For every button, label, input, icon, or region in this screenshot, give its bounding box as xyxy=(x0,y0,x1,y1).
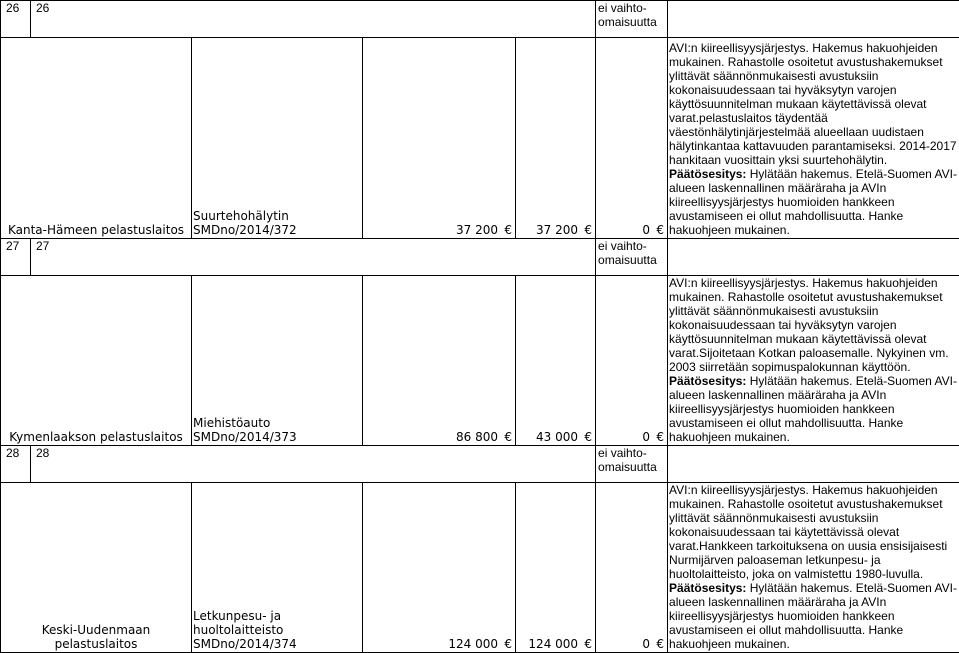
organization-name: Kanta-Hämeen pelastuslaitos xyxy=(1,38,192,239)
project-cell xyxy=(192,276,363,446)
description-text: AVI:n kiireellisyysjärjestys. Hakemus hakuohjeiden mukainen. Rahastolle osoitetut avustushakemukset ylittävät säännönmukaisesti avustuksiin kokonaisuudessaan tai käytettävissä olevat varat.Hankkeen tarkoituksena on uusia ensisijaisesti Nurmijärven paloaseman letkunpesu- ja huoltolaitteisto, joka on valmistettu 1980-luvulla. xyxy=(669,483,947,581)
decision-text: Hylätään hakemus. Etelä-Suomen AVI-alueen laskennallinen määräraha ja AVIn kiireellisyysjärjestys huomioiden hankkeen avustamiseen ei ollut mahdollisuutta. Hanke hakuohjeen mukainen. xyxy=(669,581,957,651)
organization-name: Keski-Uudenmaan pelastuslaitos xyxy=(1,483,192,653)
row-index-left: 28 xyxy=(1,446,31,483)
euro-sign: € xyxy=(654,223,664,237)
amount-proposed: 0 xyxy=(642,637,650,651)
amount-proposed: 0 xyxy=(642,430,650,444)
amount-applied: 124 000 xyxy=(448,637,498,651)
amount-applied-cell xyxy=(363,276,516,446)
row-index-right: 26 xyxy=(31,1,596,38)
amount-eligible: 43 000 xyxy=(536,430,578,444)
table-row-header xyxy=(1,239,959,276)
row-index-left: 27 xyxy=(1,239,31,276)
amount-eligible-cell xyxy=(516,276,596,446)
amount-eligible: 124 000 xyxy=(528,637,578,651)
euro-sign: € xyxy=(582,637,592,651)
euro-sign: € xyxy=(582,223,592,237)
euro-sign: € xyxy=(502,637,512,651)
euro-sign: € xyxy=(502,223,512,237)
amount-proposed: 0 xyxy=(642,223,650,237)
euro-sign: € xyxy=(654,430,664,444)
decision-text: Hylätään hakemus. Etelä-Suomen AVI-alueen laskennallinen määräraha ja AVIn kiireellisyysjärjestys huomioiden hankkeen avustamiseen ei ollut mahdollisuutta. Hanke hakuohjeen mukainen. xyxy=(669,374,957,444)
amount-proposed-cell xyxy=(596,38,668,239)
asset-status: ei vaihto-omaisuutta xyxy=(596,446,668,483)
row-index-left: 26 xyxy=(1,1,31,38)
project-cell xyxy=(192,38,363,239)
decision-label: Päätösesitys: xyxy=(669,167,746,181)
asset-status: ei vaihto-omaisuutta xyxy=(596,239,668,276)
asset-status: ei vaihto-omaisuutta xyxy=(596,1,668,38)
header-blank-cell xyxy=(668,239,959,276)
decision-label: Päätösesitys: xyxy=(669,581,746,595)
description-text: AVI:n kiireellisyysjärjestys. Hakemus hakuohjeiden mukainen. Rahastolle osoitetut avustushakemukset ylittävät säännönmukaisesti avustuksiin kokonaisuudessaan tai hyväksytyn varojen käyttösuunnitelman mukaan käytettävissä olevat varat.Sijoitetaan Kotkan paloasemalle. Nykyinen vm. 2003 siirretään sopimuspalokunnan käyttöön. xyxy=(669,276,948,374)
amount-eligible-cell xyxy=(516,38,596,239)
decision-text: Hylätään hakemus. Etelä-Suomen AVI-alueen laskennallinen määräraha ja AVIn kiireellisyysjärjestys huomioiden hankkeen avustamiseen ei ollut mahdollisuutta. Hanke hakuohjeen mukainen. xyxy=(669,167,957,237)
euro-sign: € xyxy=(654,637,664,651)
description-cell xyxy=(668,38,959,239)
euro-sign: € xyxy=(582,430,592,444)
project-name: Letkunpesu- ja huoltolaitteisto xyxy=(193,609,288,637)
description-cell xyxy=(668,276,959,446)
amount-proposed-cell xyxy=(596,276,668,446)
amount-eligible: 37 200 xyxy=(536,223,578,237)
amount-applied-cell xyxy=(363,38,516,239)
table-row xyxy=(1,38,959,239)
project-name: Miehistöauto xyxy=(193,416,362,430)
decision-label: Päätösesitys: xyxy=(669,374,746,388)
euro-sign: € xyxy=(502,430,512,444)
header-blank-cell xyxy=(668,446,959,483)
project-name: Suurtehohälytin xyxy=(193,209,362,223)
row-index-right: 28 xyxy=(31,446,596,483)
amount-applied: 86 800 xyxy=(456,430,498,444)
table-row-header xyxy=(1,1,959,38)
project-ref: SMDno/2014/374 xyxy=(193,637,362,651)
header-blank-cell xyxy=(668,1,959,38)
organization-name: Kymenlaakson pelastuslaitos xyxy=(1,276,192,446)
row-index-right: 27 xyxy=(31,239,596,276)
table-row xyxy=(1,276,959,446)
description-text: AVI:n kiireellisyysjärjestys. Hakemus hakuohjeiden mukainen. Rahastolle osoitetut avustushakemukset ylittävät säännönmukaisesti avustuksiin kokonaisuudessaan tai hyväksytyn varojen käyttösuunnitelman mukaan käytettävissä olevat varat.pelastuslaitos täydentää väestönhälytinjärjestelmää alueellaan uudistaen hälytinkantaa kattavuuden parantamiseksi. 2014-2017 hankitaan vuosittain yksi suurtehohälytin. xyxy=(669,41,957,167)
project-ref: SMDno/2014/372 xyxy=(193,223,362,237)
project-ref: SMDno/2014/373 xyxy=(193,430,362,444)
amount-applied: 37 200 xyxy=(456,223,498,237)
table-row-header xyxy=(1,446,959,483)
